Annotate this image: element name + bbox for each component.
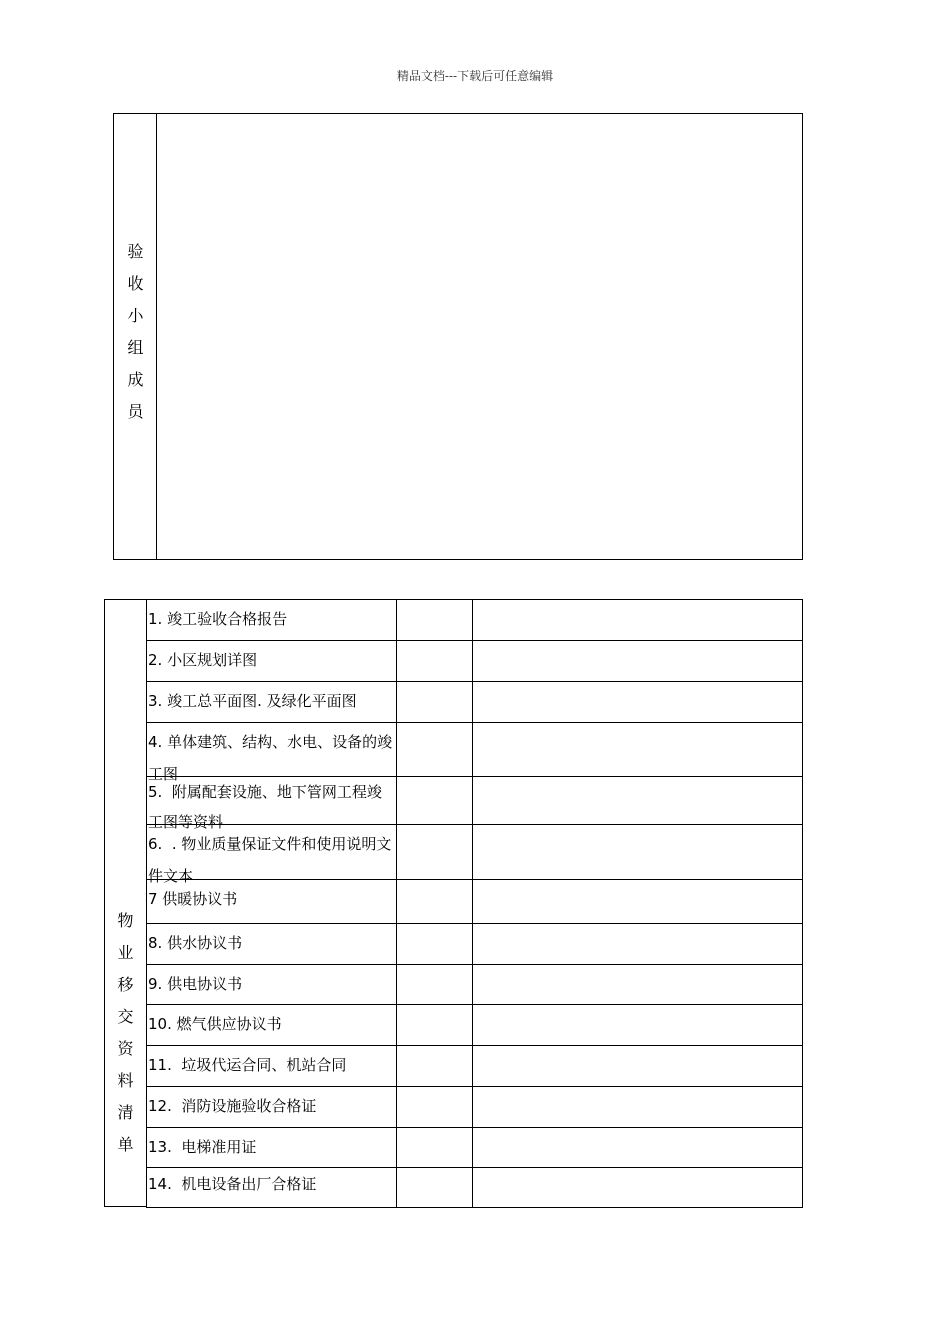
label-char: 验 [127, 242, 144, 261]
status-cell[interactable] [396, 600, 472, 640]
status-cell[interactable] [396, 924, 472, 964]
remark-cell[interactable] [472, 1168, 803, 1207]
status-cell[interactable] [396, 1168, 472, 1207]
remark-cell[interactable] [472, 924, 803, 964]
item-text: 6. . 物业质量保证文件和使用说明文件文本 [148, 835, 392, 885]
label-char: 组 [127, 338, 144, 357]
label-char: 料 [117, 1071, 134, 1090]
status-cell[interactable] [396, 880, 472, 923]
page-header: 精品文档---下载后可任意编辑 [396, 69, 554, 83]
label-char: 业 [117, 943, 134, 962]
handover-list-label-cell [104, 599, 146, 1207]
status-cell[interactable] [396, 965, 472, 1004]
item-text: 5. 附属配套设施、地下管网工程竣工图等资料 [148, 783, 382, 831]
item-text: 7 供暖协议书 [148, 890, 238, 908]
status-cell[interactable] [396, 1005, 472, 1045]
acceptance-team-members-cell[interactable] [157, 114, 802, 559]
label-char: 清 [117, 1103, 134, 1122]
handover-list-label [105, 905, 146, 1161]
table-row [146, 964, 803, 1004]
label-char: 小 [127, 306, 144, 325]
item-text: 12. 消防设施验收合格证 [148, 1097, 317, 1115]
item-text: 4. 单体建筑、结构、水电、设备的竣工图 [148, 733, 393, 783]
remark-cell[interactable] [472, 777, 803, 824]
label-char: 成 [127, 370, 144, 389]
status-cell[interactable] [396, 777, 472, 824]
status-cell[interactable] [396, 825, 472, 879]
remark-cell[interactable] [472, 1128, 803, 1167]
table-row [146, 1167, 803, 1208]
label-char: 员 [127, 402, 144, 421]
acceptance-team-table [113, 113, 803, 560]
remark-cell[interactable] [472, 880, 803, 923]
table-row [146, 1004, 803, 1045]
item-text: 1. 竣工验收合格报告 [148, 610, 288, 628]
item-text: 9. 供电协议书 [148, 975, 243, 993]
table-row [146, 1086, 803, 1127]
item-text: 10. 燃气供应协议书 [148, 1015, 282, 1033]
label-char: 资 [117, 1039, 134, 1058]
remark-cell[interactable] [472, 965, 803, 1004]
table-row [146, 599, 803, 640]
status-cell[interactable] [396, 682, 472, 722]
item-text: 3. 竣工总平面图. 及绿化平面图 [148, 692, 357, 710]
handover-list-table [104, 599, 803, 1208]
item-text: 13. 电梯准用证 [148, 1138, 257, 1156]
table-row [146, 640, 803, 681]
remark-cell[interactable] [472, 682, 803, 722]
acceptance-team-label-cell [114, 114, 157, 559]
table-row [146, 824, 803, 885]
remark-cell[interactable] [472, 1046, 803, 1086]
label-char: 物 [117, 911, 134, 930]
table-row [146, 722, 803, 783]
label-char: 收 [127, 274, 144, 293]
remark-cell[interactable] [472, 641, 803, 681]
remark-cell[interactable] [472, 825, 803, 879]
table-row [146, 923, 803, 964]
table-row [146, 1127, 803, 1167]
table-row [146, 879, 803, 923]
table-row [146, 1045, 803, 1086]
label-char: 交 [117, 1007, 134, 1026]
table-row [146, 681, 803, 722]
item-text: 2. 小区规划详图 [148, 651, 258, 669]
remark-cell[interactable] [472, 600, 803, 640]
item-text: 11. 垃圾代运合同、机站合同 [148, 1056, 347, 1074]
status-cell[interactable] [396, 1128, 472, 1167]
label-char: 单 [117, 1135, 134, 1154]
acceptance-team-label [114, 236, 157, 428]
status-cell[interactable] [396, 1046, 472, 1086]
item-text: 8. 供水协议书 [148, 934, 243, 952]
table-row [146, 776, 803, 831]
status-cell[interactable] [396, 723, 472, 776]
item-text: 14. 机电设备出厂合格证 [148, 1175, 317, 1193]
remark-cell[interactable] [472, 1087, 803, 1127]
remark-cell[interactable] [472, 723, 803, 776]
label-char: 移 [117, 975, 134, 994]
remark-cell[interactable] [472, 1005, 803, 1045]
status-cell[interactable] [396, 1087, 472, 1127]
status-cell[interactable] [396, 641, 472, 681]
